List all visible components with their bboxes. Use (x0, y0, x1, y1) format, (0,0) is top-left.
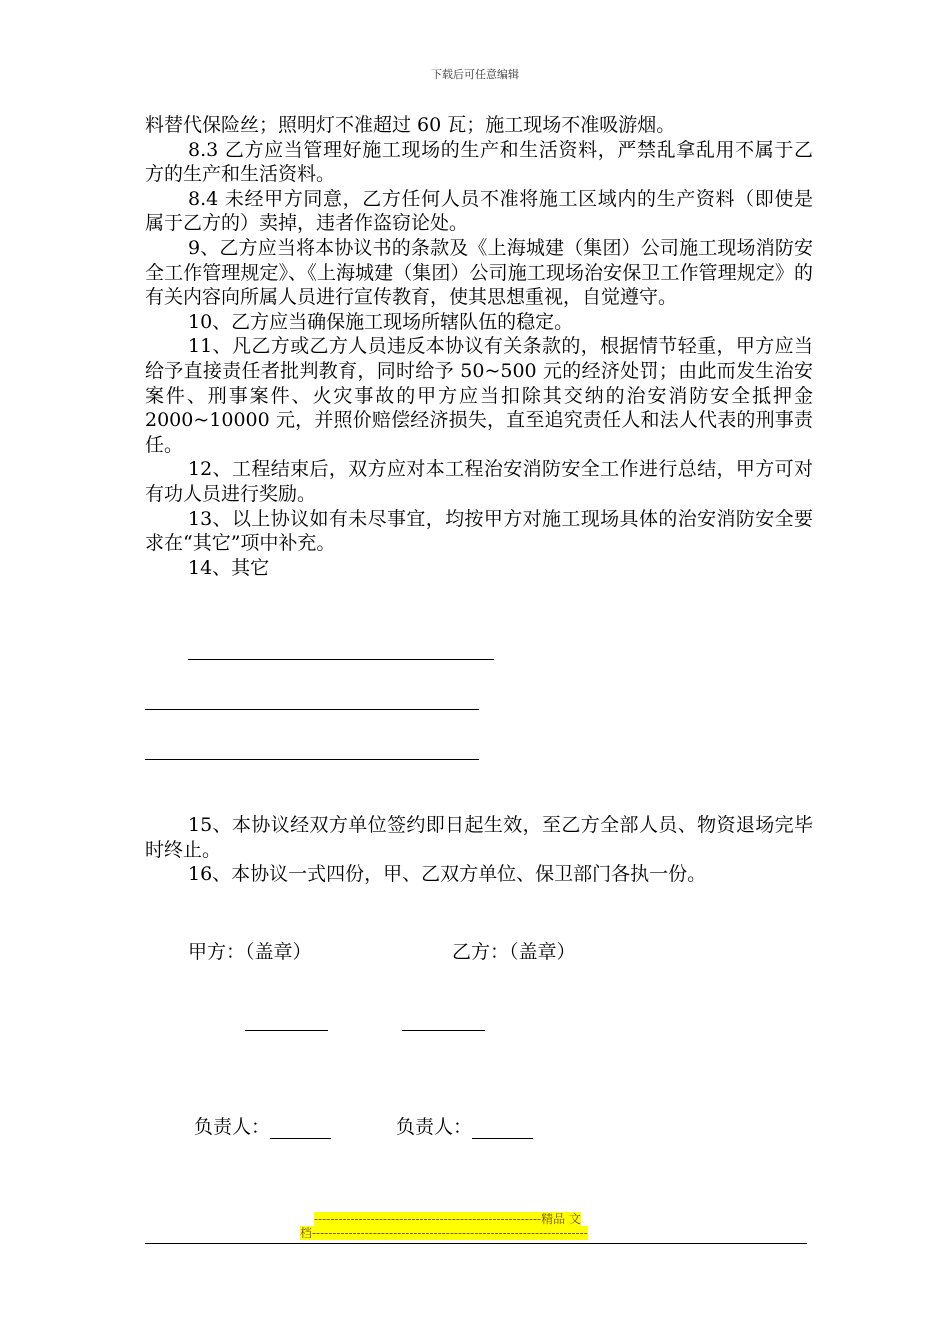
agreement-body (145, 113, 813, 580)
party-a-responsible (194, 1112, 331, 1139)
party-a-signature-line (245, 1030, 328, 1031)
party-a-seal-label: 甲方：（盖章） (188, 941, 312, 963)
other-terms-blank-line (145, 759, 479, 760)
other-terms-blank-line (145, 709, 479, 710)
responsible-label: 负责人： (396, 1116, 473, 1138)
other-terms-blank-line (188, 659, 494, 660)
footer-watermark (300, 1212, 650, 1240)
footer-line-1: --------------------------------------------------------精品 文 (314, 1212, 581, 1226)
paragraph-9: 9、乙方应当将本协议书的条款及《上海城建（集团）公司施工现场消防安全工作管理规定》、《上海城建（集团）公司施工现场治安保卫工作管理规定》的有关内容向所属人员进行宣传教育，使其思想重视，自觉遵守。 (145, 236, 813, 309)
paragraph-11: 11、凡乙方或乙方人员违反本协议有关条款的，根据情节轻重，甲方应当给予直接责任者批判教育，同时给予 50~500 元的经济处罚；由此而发生治安案件、刑事案件、火灾事故的甲方应当扣除其交纳的治安消防安全抵押金 2000~10000 元，并照价赔偿经济损失，直至追究责任人和法人代表的刑事责任。 (145, 335, 813, 456)
paragraph-13: 13、以上协议如有未尽事宜，均按甲方对施工现场具体的治安消防安全要求在“其它”项中补充。 (145, 507, 813, 555)
paragraph-12: 12、工程结束后，双方应对本工程治安消防安全工作进行总结，甲方可对有功人员进行奖励。 (145, 458, 813, 505)
paragraph-15: 15、本协议经双方单位签约即日起生效，至乙方全部人员、物资退场完毕时终止。 (145, 814, 813, 861)
party-b-seal-label: 乙方：（盖章） (452, 941, 576, 963)
responsible-blank-line (472, 1116, 533, 1139)
paragraph-8-4: 8.4 未经甲方同意，乙方任何人员不准将施工区域内的生产资料（即使是属于乙方的）卖掉，违者作盗窃论处。 (145, 187, 813, 235)
agreement-body-closing (145, 813, 813, 887)
responsible-label: 负责人： (194, 1116, 271, 1138)
responsible-blank-line (270, 1116, 331, 1139)
page-header: 下载后可任意编辑 (431, 68, 519, 81)
footer-divider (145, 1243, 807, 1244)
paragraph-16: 16、本协议一式四份，甲、乙双方单位、保卫部门各执一份。 (188, 863, 707, 886)
party-b-responsible (396, 1112, 533, 1139)
paragraph-continuation: 料替代保险丝；照明灯不准超过 60 瓦；施工现场不准吸游烟。 (145, 114, 676, 136)
party-b-signature-line (402, 1030, 485, 1031)
paragraph-8-3: 8.3 乙方应当管理好施工现场的生产和生活资料，严禁乱拿乱用不属于乙方的生产和生活资料。 (145, 138, 813, 186)
paragraph-14: 14、其它 (188, 556, 270, 579)
footer-line-2: 档-------------------------------------------------------------------- (300, 1226, 588, 1240)
paragraph-10: 10、乙方应当确保施工现场所辖队伍的稳定。 (188, 310, 574, 333)
